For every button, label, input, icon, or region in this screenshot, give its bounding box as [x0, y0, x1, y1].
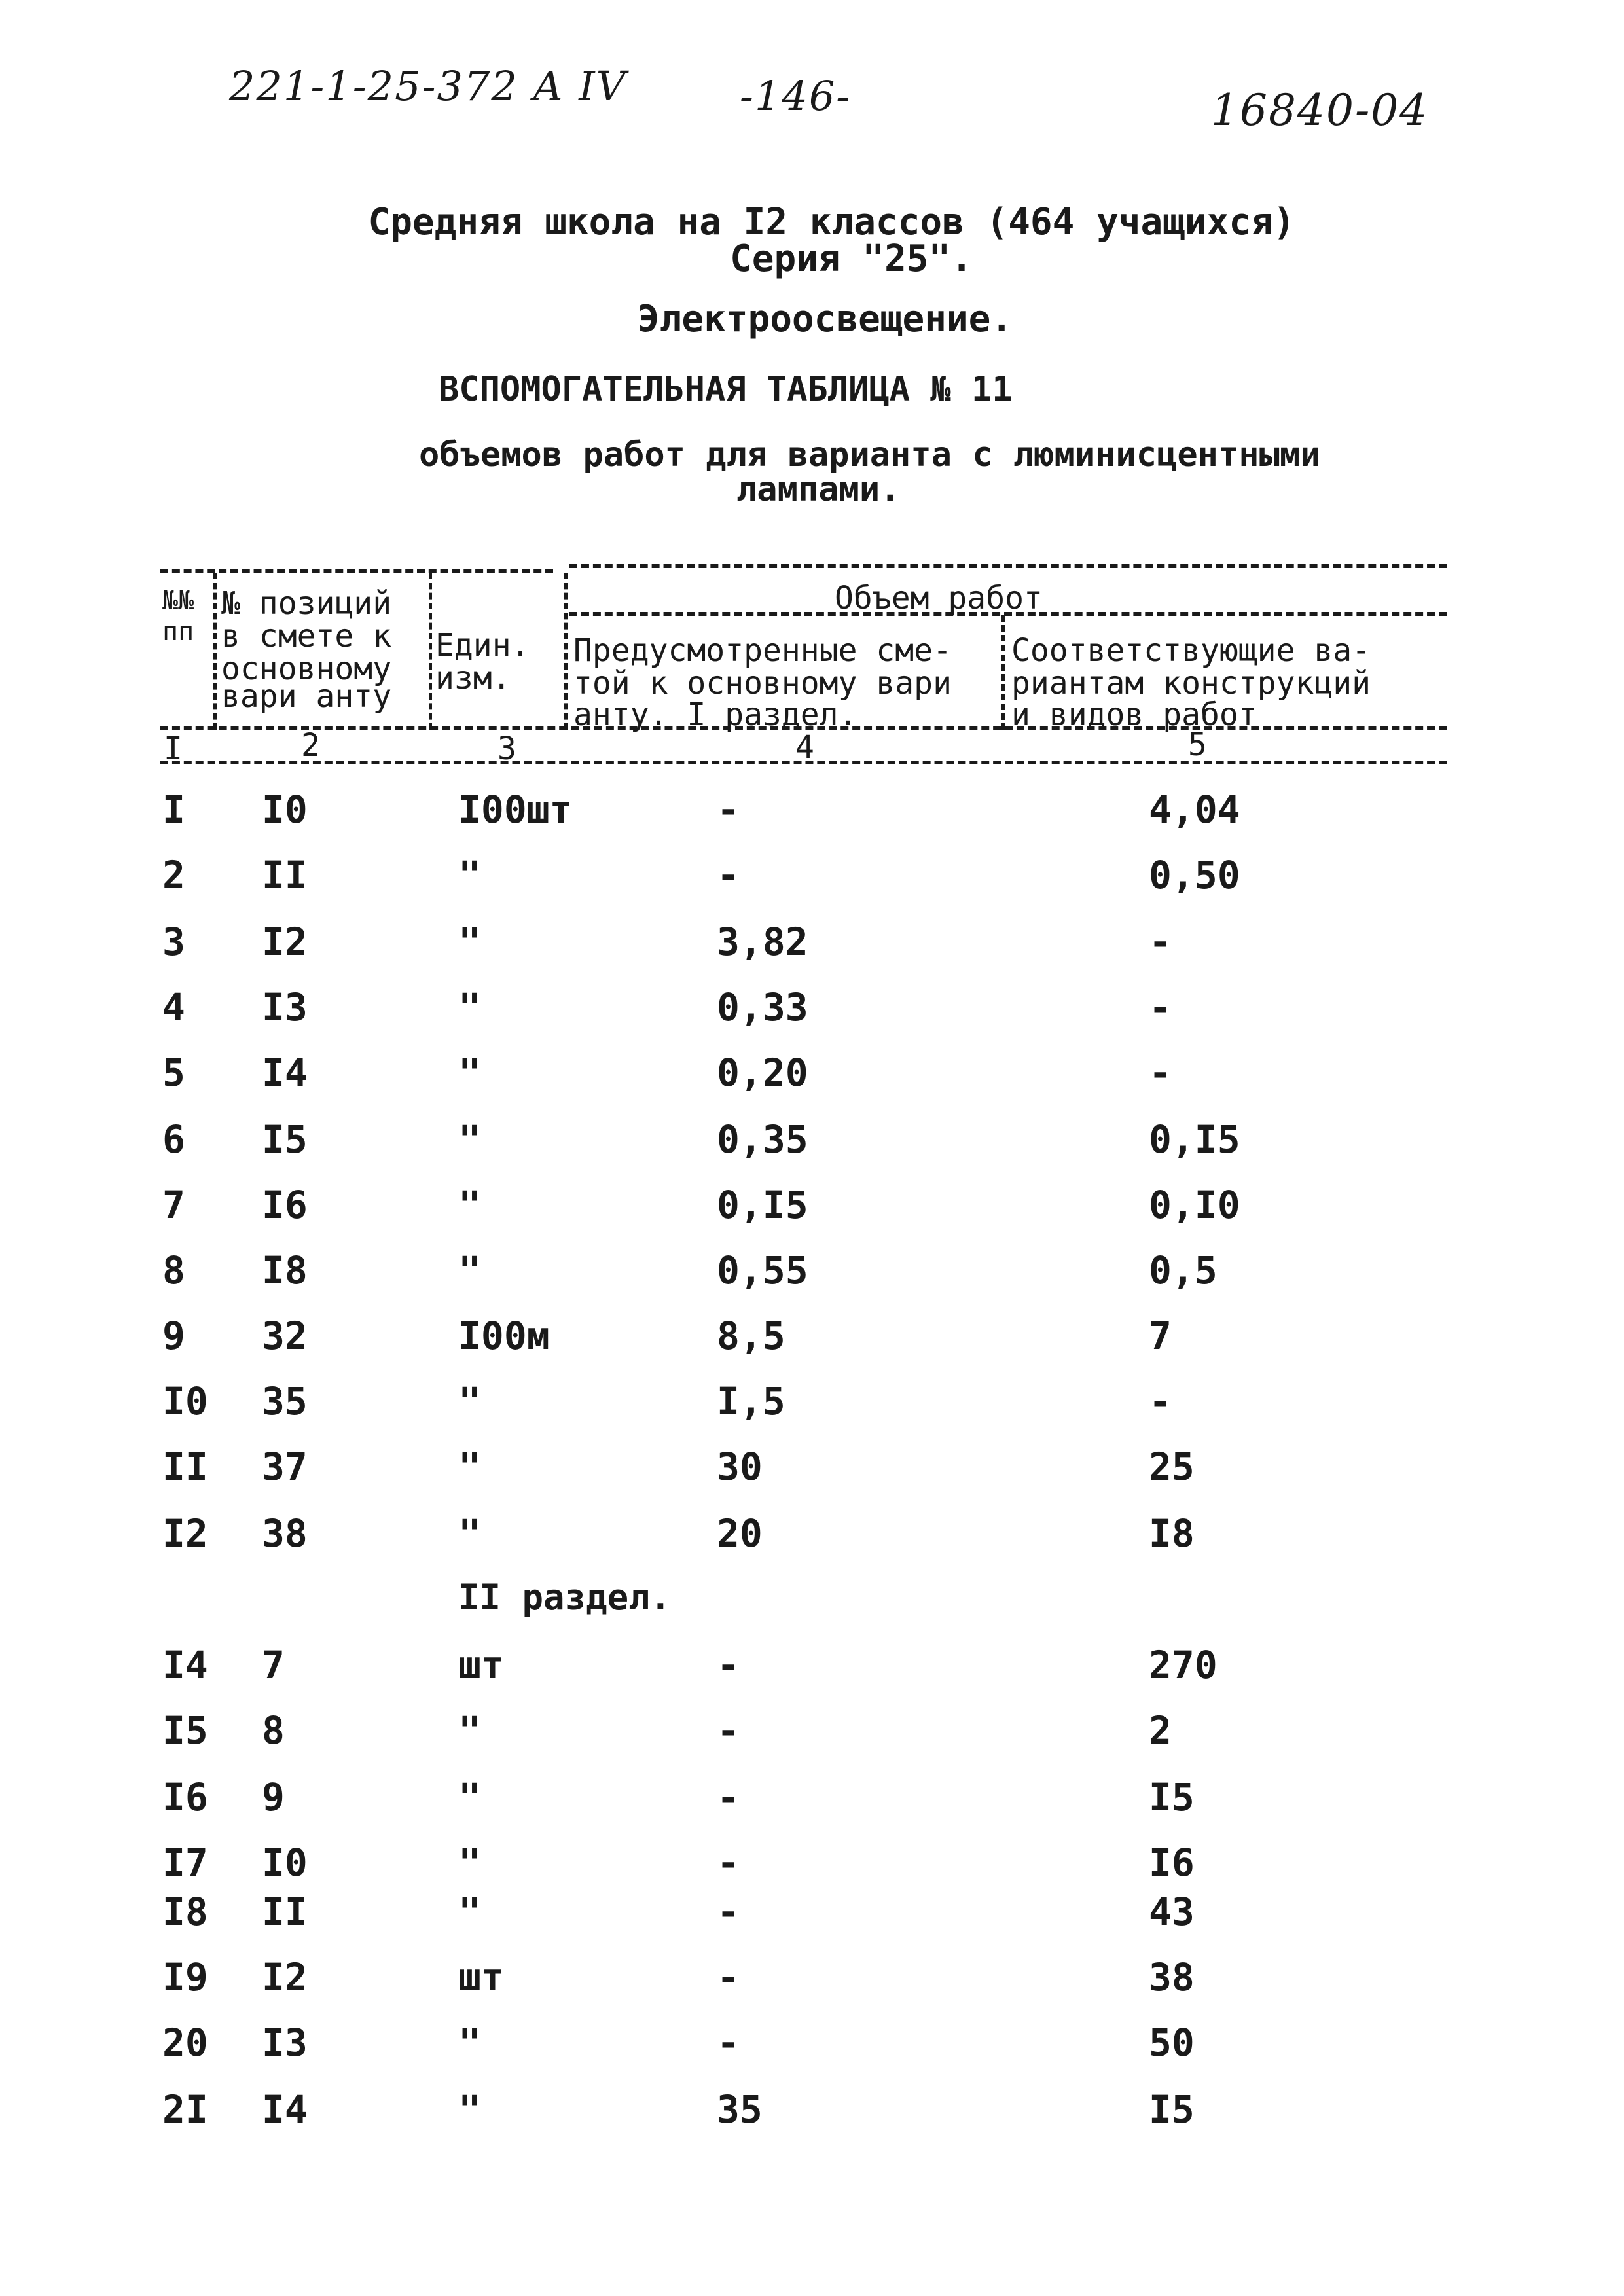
cell-row-number: 9 [162, 1314, 185, 1358]
header-col2-line4: вари анту [221, 678, 392, 715]
cell-unit: " [458, 1840, 481, 1885]
cell-variant-volume: 2 [1149, 1708, 1172, 1753]
header-col5-line3: и видов работ [1011, 696, 1257, 733]
cell-row-number: 7 [162, 1183, 185, 1227]
col-divider-2 [429, 573, 432, 730]
cell-basic-volume: - [717, 1708, 740, 1753]
page-number: -146- [740, 72, 852, 120]
col-divider-4 [1001, 615, 1005, 730]
cell-position: I0 [262, 787, 308, 832]
header-top-rule [569, 564, 1447, 568]
cell-row-number: I6 [162, 1775, 208, 1820]
cell-position: 32 [262, 1314, 308, 1358]
header-top-rule-left [160, 569, 553, 573]
cell-position: 37 [262, 1444, 308, 1489]
cell-row-number: I9 [162, 1955, 208, 2000]
cell-position: I4 [262, 2087, 308, 2132]
header-col5-line1: Соответствующие ва- [1011, 632, 1371, 669]
cell-row-number: I [162, 787, 185, 832]
col-number-3: 3 [497, 730, 516, 767]
cell-variant-volume: 0,I5 [1149, 1117, 1240, 1162]
cell-position: I2 [262, 1955, 308, 2000]
cell-variant-volume: I8 [1149, 1511, 1195, 1556]
col-number-4: 4 [795, 729, 814, 766]
cell-position: I8 [262, 1248, 308, 1293]
cell-unit: " [458, 1050, 481, 1095]
cell-basic-volume: - [717, 1775, 740, 1820]
cell-unit: шт [458, 1955, 504, 2000]
cell-unit: " [458, 985, 481, 1030]
col-divider-1 [213, 573, 217, 730]
section-2-label: II раздел. [458, 1577, 672, 1618]
cell-basic-volume: 0,I5 [717, 1183, 808, 1227]
cell-variant-volume: 4,04 [1149, 787, 1240, 832]
cell-unit: " [458, 1890, 481, 1934]
cell-variant-volume: I5 [1149, 1775, 1195, 1820]
cell-unit: " [458, 2020, 481, 2065]
col-number-5: 5 [1188, 726, 1207, 763]
cell-basic-volume: - [717, 1955, 740, 2000]
header-col2-line3: основному [221, 651, 392, 687]
cell-unit: I00м [458, 1314, 550, 1358]
cell-basic-volume: - [717, 787, 740, 832]
cell-row-number: 6 [162, 1117, 185, 1162]
cell-basic-volume: 0,33 [717, 985, 808, 1030]
cell-position: II [262, 853, 308, 897]
cell-variant-volume: 0,5 [1149, 1248, 1218, 1293]
cell-position: I4 [262, 1050, 308, 1095]
cell-unit: " [458, 1183, 481, 1227]
cell-unit: " [458, 1379, 481, 1424]
cell-unit: " [458, 1117, 481, 1162]
cell-variant-volume: 0,I0 [1149, 1183, 1240, 1227]
cell-position: I5 [262, 1117, 308, 1162]
cell-unit: " [458, 1248, 481, 1293]
header-col1-line1: №№ [162, 586, 194, 616]
cell-position: II [262, 1890, 308, 1934]
cell-basic-volume: - [717, 2020, 740, 2065]
cell-position: 35 [262, 1379, 308, 1424]
cell-basic-volume: - [717, 853, 740, 897]
cell-unit: " [458, 1511, 481, 1556]
cell-position: 9 [262, 1775, 285, 1820]
cell-position: I0 [262, 1840, 308, 1885]
header-group-volume: Объем работ [835, 580, 1043, 617]
cell-position: 38 [262, 1511, 308, 1556]
cell-unit: " [458, 920, 481, 964]
cell-position: 7 [262, 1643, 285, 1687]
cell-row-number: I8 [162, 1890, 208, 1934]
archive-number: 16840-04 [1211, 85, 1429, 135]
cell-row-number: 20 [162, 2020, 208, 2065]
header-col5-line2: риантам конструкций [1011, 665, 1371, 702]
cell-row-number: I5 [162, 1708, 208, 1753]
cell-basic-volume: I,5 [717, 1379, 785, 1424]
cell-variant-volume: - [1149, 1379, 1172, 1424]
document-code: 221-1-25-372 А IV [229, 62, 627, 110]
cell-variant-volume: - [1149, 1050, 1172, 1095]
cell-variant-volume: 25 [1149, 1444, 1195, 1489]
cell-variant-volume: - [1149, 920, 1172, 964]
cell-position: I3 [262, 2020, 308, 2065]
cell-unit: " [458, 1775, 481, 1820]
table-name: ВСПОМОГАТЕЛЬНАЯ ТАБЛИЦА № 11 [439, 370, 1013, 409]
cell-variant-volume: 7 [1149, 1314, 1172, 1358]
cell-basic-volume: 0,35 [717, 1117, 808, 1162]
cell-unit: " [458, 853, 481, 897]
cell-position: I2 [262, 920, 308, 964]
cell-basic-volume: 0,55 [717, 1248, 808, 1293]
cell-row-number: II [162, 1444, 208, 1489]
section-title: Электроосвещение. [637, 298, 1013, 340]
header-col4-line3: анту. I раздел. [573, 696, 857, 733]
header-col3-line2: изм. [435, 660, 511, 696]
cell-basic-volume: 20 [717, 1511, 763, 1556]
cell-variant-volume: 43 [1149, 1890, 1195, 1934]
cell-basic-volume: 35 [717, 2087, 763, 2132]
document-title-line1: Средняя школа на I2 классов (464 учащихся) [368, 201, 1295, 243]
cell-basic-volume: 3,82 [717, 920, 808, 964]
cell-row-number: 8 [162, 1248, 185, 1293]
cell-basic-volume: - [717, 1890, 740, 1934]
col-divider-3 [564, 573, 568, 730]
cell-position: I3 [262, 985, 308, 1030]
cell-position: I6 [262, 1183, 308, 1227]
cell-position: 8 [262, 1708, 285, 1753]
cell-row-number: 2I [162, 2087, 208, 2132]
document-title-line2: Серия "25". [730, 238, 973, 280]
cell-variant-volume: 50 [1149, 2020, 1195, 2065]
cell-variant-volume: I5 [1149, 2087, 1195, 2132]
cell-unit: шт [458, 1643, 504, 1687]
cell-row-number: 5 [162, 1050, 185, 1095]
cell-row-number: I0 [162, 1379, 208, 1424]
cell-basic-volume: - [717, 1643, 740, 1687]
cell-row-number: I7 [162, 1840, 208, 1885]
cell-row-number: I4 [162, 1643, 208, 1687]
header-col2-line1: № позиций [221, 585, 392, 622]
cell-row-number: I2 [162, 1511, 208, 1556]
cell-row-number: 3 [162, 920, 185, 964]
cell-row-number: 2 [162, 853, 185, 897]
cell-unit: " [458, 1708, 481, 1753]
cell-variant-volume: 38 [1149, 1955, 1195, 2000]
table-subtitle-line1: объемов работ для варианта с люминисцентными [419, 435, 1321, 475]
cell-basic-volume: - [717, 1840, 740, 1885]
cell-basic-volume: 0,20 [717, 1050, 808, 1095]
cell-variant-volume: - [1149, 985, 1172, 1030]
cell-row-number: 4 [162, 985, 185, 1030]
header-col4-line1: Предусмотренные сме- [573, 632, 952, 669]
table-subtitle-line2: лампами. [736, 470, 901, 509]
header-col2-line2: в смете к [221, 618, 392, 655]
header-col3-line1: Един. [435, 627, 530, 664]
cell-variant-volume: 270 [1149, 1643, 1218, 1687]
header-col1-line2: пп [162, 617, 194, 647]
col-number-1: I [164, 730, 183, 767]
cell-unit: " [458, 2087, 481, 2132]
cell-variant-volume: 0,50 [1149, 853, 1240, 897]
header-col4-line2: той к основному вари [573, 665, 952, 702]
cell-variant-volume: I6 [1149, 1840, 1195, 1885]
cell-basic-volume: 30 [717, 1444, 763, 1489]
cell-unit: " [458, 1444, 481, 1489]
cell-basic-volume: 8,5 [717, 1314, 785, 1358]
col-number-2: 2 [301, 727, 320, 764]
cell-unit: I00шт [458, 787, 573, 832]
